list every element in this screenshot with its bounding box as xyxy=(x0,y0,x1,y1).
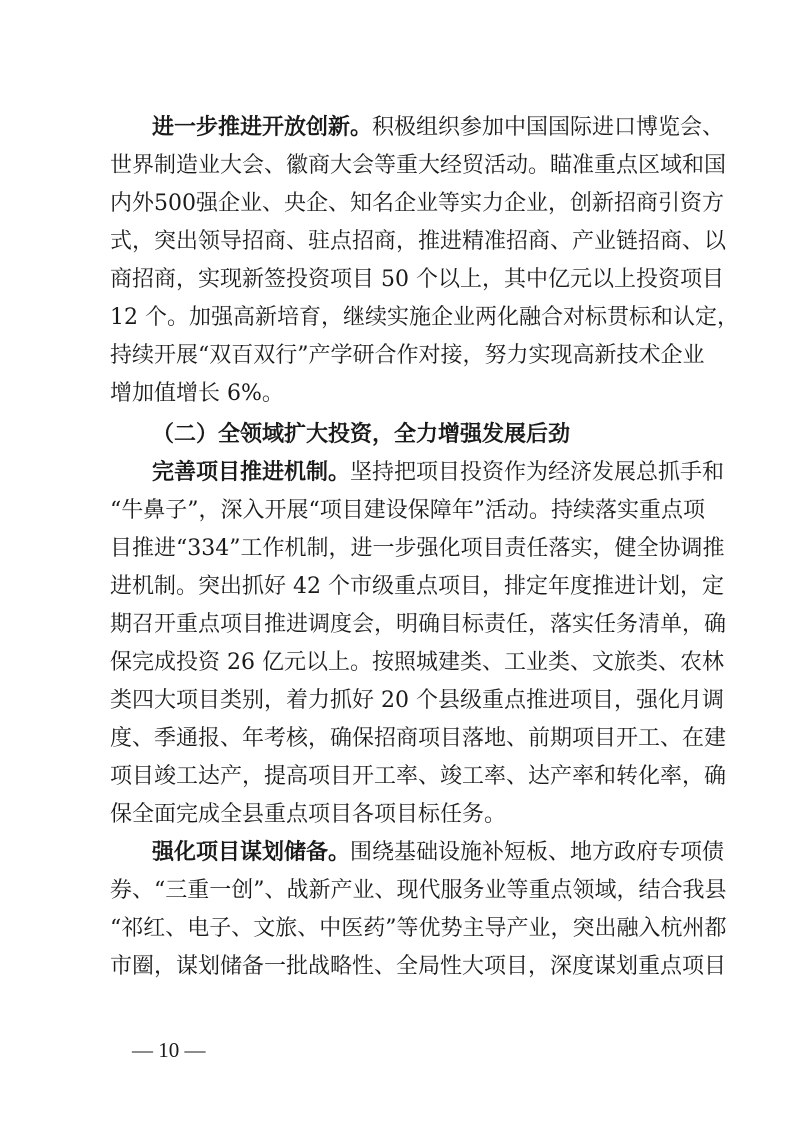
paragraph-line: 保全面完成全县重点项目各项目标任务。 xyxy=(110,802,507,827)
paragraph-line: 世界制造业大会、徽商大会等重大经贸活动。瞄准重点区域和国 xyxy=(110,153,727,178)
paragraph-line: 式，突出领导招商、驻点招商，推进精准招商、产业链招商、以 xyxy=(110,229,727,254)
section-heading: （二）全领域扩大投资，全力增强发展后劲 xyxy=(152,422,571,447)
paragraph-line: 增加值增长 6%。 xyxy=(110,381,284,406)
paragraph-line: 目推进“334”工作机制，进一步强化项目责任落实，健全协调推 xyxy=(110,536,725,561)
paragraph-line: 持续开展“双百双行”产学研合作对接，努力实现高新技术企业 xyxy=(110,343,705,368)
paragraph-line: 进一步推进开放创新。积极组织参加中国国际进口博览会、 xyxy=(152,115,725,140)
paragraph-line: 保完成投资 26 亿元以上。按照城建类、工业类、文旅类、农林 xyxy=(110,650,724,675)
paragraph-line: 类四大项目类别，着力抓好 20 个县级重点推进项目，强化月调 xyxy=(110,688,724,713)
paragraph-line: 券、“三重一创”、战新产业、现代服务业等重点领域，结合我县 xyxy=(110,878,727,903)
paragraph-line: 强化项目谋划储备。围绕基础设施补短板、地方政府专项债 xyxy=(152,840,725,865)
paragraph-line: 项目竣工达产，提高项目开工率、竣工率、达产率和转化率，确 xyxy=(110,764,727,789)
paragraph-line: 进机制。突出抓好 42 个市级重点项目，排定年度推进计划，定 xyxy=(110,574,724,599)
paragraph-line: 度、季通报、年考核，确保招商项目落地、前期项目开工、在建 xyxy=(110,726,727,751)
paragraph-line: 完善项目推进机制。坚持把项目投资作为经济发展总抓手和 xyxy=(152,460,725,485)
paragraph-line: 商招商，实现新签投资项目 50 个以上，其中亿元以上投资项目 xyxy=(110,267,724,292)
paragraph-line: “祁红、电子、文旅、中医药”等优势主导产业，突出融入杭州都 xyxy=(110,916,727,941)
page-number: — 10 — xyxy=(132,1038,206,1062)
paragraph-lead: 进一步推进开放创新。 xyxy=(152,115,373,140)
paragraph-line: “牛鼻子”，深入开展“项目建设保障年”活动。持续落实重点项 xyxy=(110,498,705,523)
paragraph-line: 12 个。加强高新培育，继续实施企业两化融合对标贯标和认定， xyxy=(110,305,739,330)
paragraph-line: 期召开重点项目推进调度会，明确目标责任，落实任务清单，确 xyxy=(110,612,727,637)
paragraph-lead: 完善项目推进机制。 xyxy=(152,460,351,485)
paragraph-lead: 强化项目谋划储备。 xyxy=(152,840,351,865)
paragraph-line: 内外500强企业、央企、知名企业等实力企业，创新招商引资方 xyxy=(110,191,724,216)
paragraph-line: 市圈，谋划储备一批战略性、全局性大项目，深度谋划重点项目 xyxy=(110,954,727,979)
